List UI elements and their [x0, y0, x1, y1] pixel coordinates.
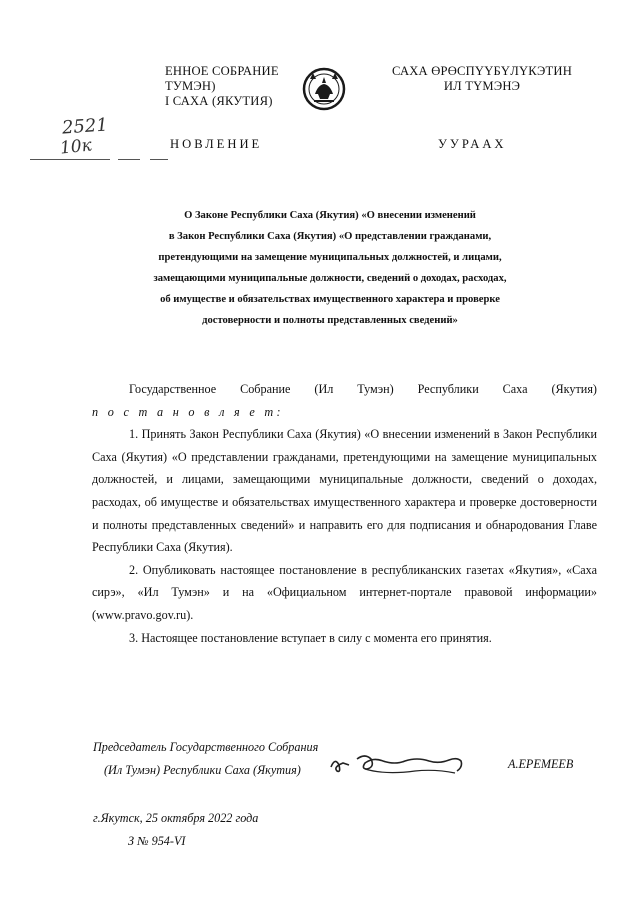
header-left-line-1: ЕННОЕ СОБРАНИЕ [165, 64, 279, 78]
registration-line-short-2 [150, 159, 168, 160]
header-left-block [165, 64, 315, 109]
body-item-2: 2. Опубликовать настоящее постановление в республиканских газетах «Якутия», «Саха сирэ», «Ил Тумэн» и на «Официальном интернет-портале правовой информации» (www.pravo.gov.ru). [92, 562, 597, 622]
registration-line [30, 159, 110, 160]
registration-line-short [118, 159, 140, 160]
signatory-position-line-1: Председатель Государственного Собрания [93, 740, 319, 754]
title-line: претендующими на замещение муниципальных должностей, и лицами, [158, 252, 502, 263]
header-right-line-2: ИЛ ТҮМЭНЭ [443, 79, 521, 93]
document-number: З № 954-VI [128, 834, 186, 848]
handwritten-signature [325, 745, 475, 785]
signatory-name: А.ЕРЕМЕЕВ [508, 757, 574, 771]
handwritten-number: 2521 [61, 114, 109, 139]
title-line: об имуществе и обязательствах имущественного характера и проверке [160, 294, 500, 305]
title-line: достоверности и полноты представленных сведений» [202, 315, 458, 326]
title-line: замещающими муниципальные должности, сведений о доходах, расходах, [153, 273, 507, 284]
emblem-icon [302, 67, 346, 111]
decides-word: п о с т а н о в л я е т: [92, 404, 284, 419]
body-item-3: 3. Настоящее постановление вступает в силу с момента его принятия. [129, 630, 492, 645]
header-right-block [382, 64, 582, 94]
place-date: г.Якутск, 25 октября 2022 года [93, 811, 259, 825]
signatory-position-line-2: (Ил Тумэн) Республики Саха (Якутия) [104, 763, 301, 777]
title-line: О Законе Республики Саха (Якутия) «О внесении изменений [184, 210, 476, 221]
header-left-line-3: I САХА (ЯКУТИЯ) [165, 94, 273, 108]
preamble: Государственное Собрание (Ил Тумэн) Республики Саха (Якутия) [129, 382, 597, 396]
body-item-1: 1. Принять Закон Республики Саха (Якутия) «О внесении изменений в Закон Республики Саха (Якутия) «О представлении гражданами, претендующими на замещение муниципальных должностей, и лицами, замещающими муниципальные должности, сведений о доходах, расходах, об имуществе и обязательствах имущественного характера и проверке достоверности и полноты представленных сведений» и направить его для подписания и обнародования Главе Республики Саха (Якутия). [92, 427, 597, 555]
handwritten-mark: 10к [59, 135, 93, 159]
doc-type-sakha: УУРААХ [438, 137, 507, 151]
document-title [80, 205, 580, 331]
header-left-line-2: ТУМЭН) [165, 79, 216, 93]
header-right-line-1: САХА ӨРӨСПҮҮБҮЛҮКЭТИН [392, 64, 572, 78]
document-body [92, 378, 597, 649]
doc-type-ru: НОВЛЕНИЕ [170, 137, 263, 151]
title-line: в Закон Республики Саха (Якутия) «О представлении гражданами, [168, 231, 492, 242]
